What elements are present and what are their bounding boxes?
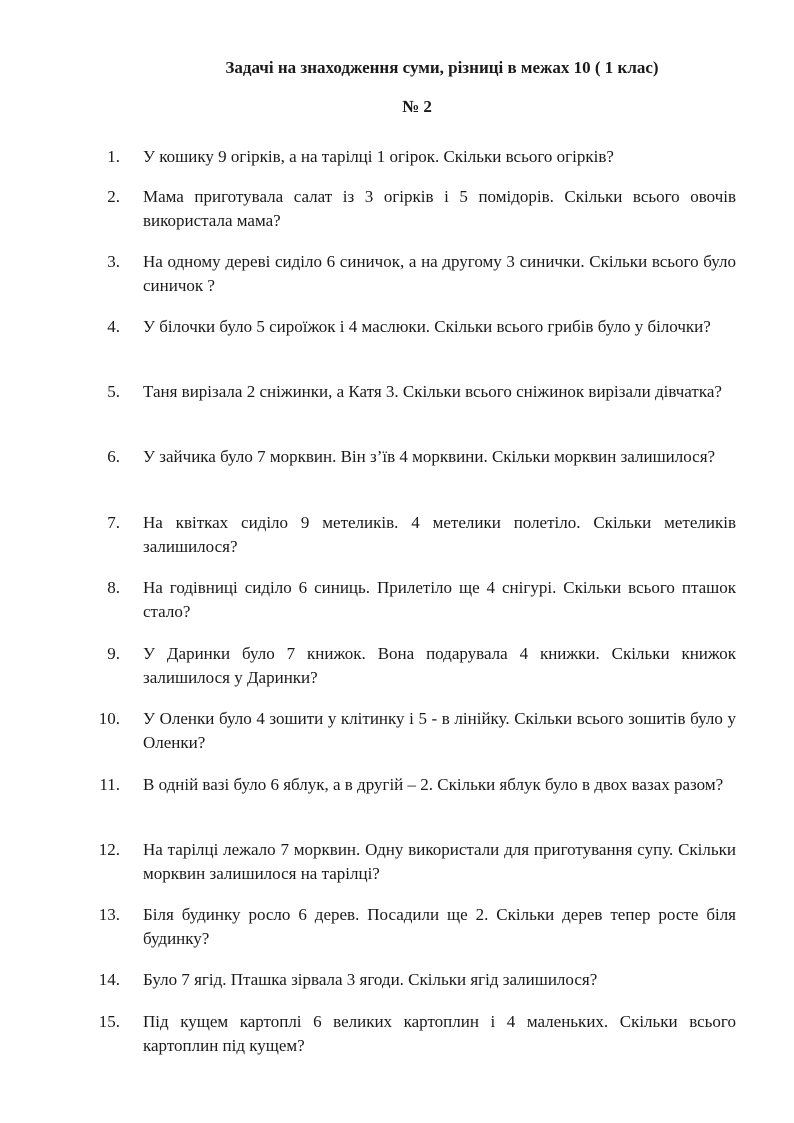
document-title: Задачі на знаходження суми, різниці в межах 10 ( 1 клас) [225, 58, 659, 77]
task-text: На одному дереві сиділо 6 синичок, а на другому 3 синички. Скільки всього було синичок ? [143, 252, 736, 295]
task-text: Було 7 ягід. Пташка зірвала 3 ягоди. Скільки ягід залишилося? [143, 970, 598, 989]
task-text: У кошику 9 огірків, а на тарілці 1 огірок. Скільки всього огірків? [143, 147, 614, 166]
task-number: 11. [99, 775, 120, 794]
task-text: На квітках сиділо 9 метеликів. 4 метелики полетіло. Скільки метеликів залишилося? [143, 513, 736, 556]
task-number: 7. [107, 513, 120, 532]
task-number: 3. [107, 252, 120, 271]
task-text: У зайчика було 7 морквин. Він з’їв 4 морквини. Скільки морквин залишилося? [143, 447, 716, 466]
task-text: В одній вазі було 6 яблук, а в другій – 2. Скільки яблук було в двох вазах разом? [143, 775, 724, 794]
task-text: Таня вирізала 2 сніжинки, а Катя 3. Скільки всього сніжинок вирізали дівчатка? [143, 382, 722, 401]
task-number: 12. [98, 840, 120, 859]
task-number: 2. [107, 187, 120, 206]
task-number: 1. [107, 147, 120, 166]
task-text: Мама приготувала салат із 3 огірків і 5 помідорів. Скільки всього овочів використала мама? [143, 187, 736, 230]
task-number: 9. [107, 644, 120, 663]
task-text: У білочки було 5 сироїжок і 4 маслюки. Скільки всього грибів було у білочки? [143, 317, 711, 336]
task-number: 4. [107, 317, 120, 336]
task-number: 13. [98, 905, 120, 924]
document-subtitle: № 2 [402, 97, 432, 116]
task-text: На тарілці лежало 7 морквин. Одну використали для приготування супу. Скільки морквин залишилося на тарілці? [143, 840, 736, 883]
task-number: 10. [98, 709, 120, 728]
task-text: У Оленки було 4 зошити у клітинку і 5 - в лінійку. Скільки всього зошитів було у Оленки? [143, 709, 736, 752]
task-number: 14. [98, 970, 120, 989]
task-text: Біля будинку росло 6 дерев. Посадили ще 2. Скільки дерев тепер росте біля будинку? [143, 905, 736, 948]
task-text: На годівниці сиділо 6 синиць. Прилетіло ще 4 снігурі. Скільки всього пташок стало? [143, 578, 736, 621]
task-number: 8. [107, 578, 120, 597]
task-number: 6. [107, 447, 120, 466]
task-text: Під кущем картоплі 6 великих картоплин і 4 маленьких. Скільки всього картоплин під кущем? [143, 1012, 736, 1055]
task-number: 5. [107, 382, 120, 401]
task-number: 15. [98, 1012, 120, 1031]
task-text: У Даринки було 7 книжок. Вона подарувала 4 книжки. Скільки книжок залишилося у Даринки? [143, 644, 736, 687]
